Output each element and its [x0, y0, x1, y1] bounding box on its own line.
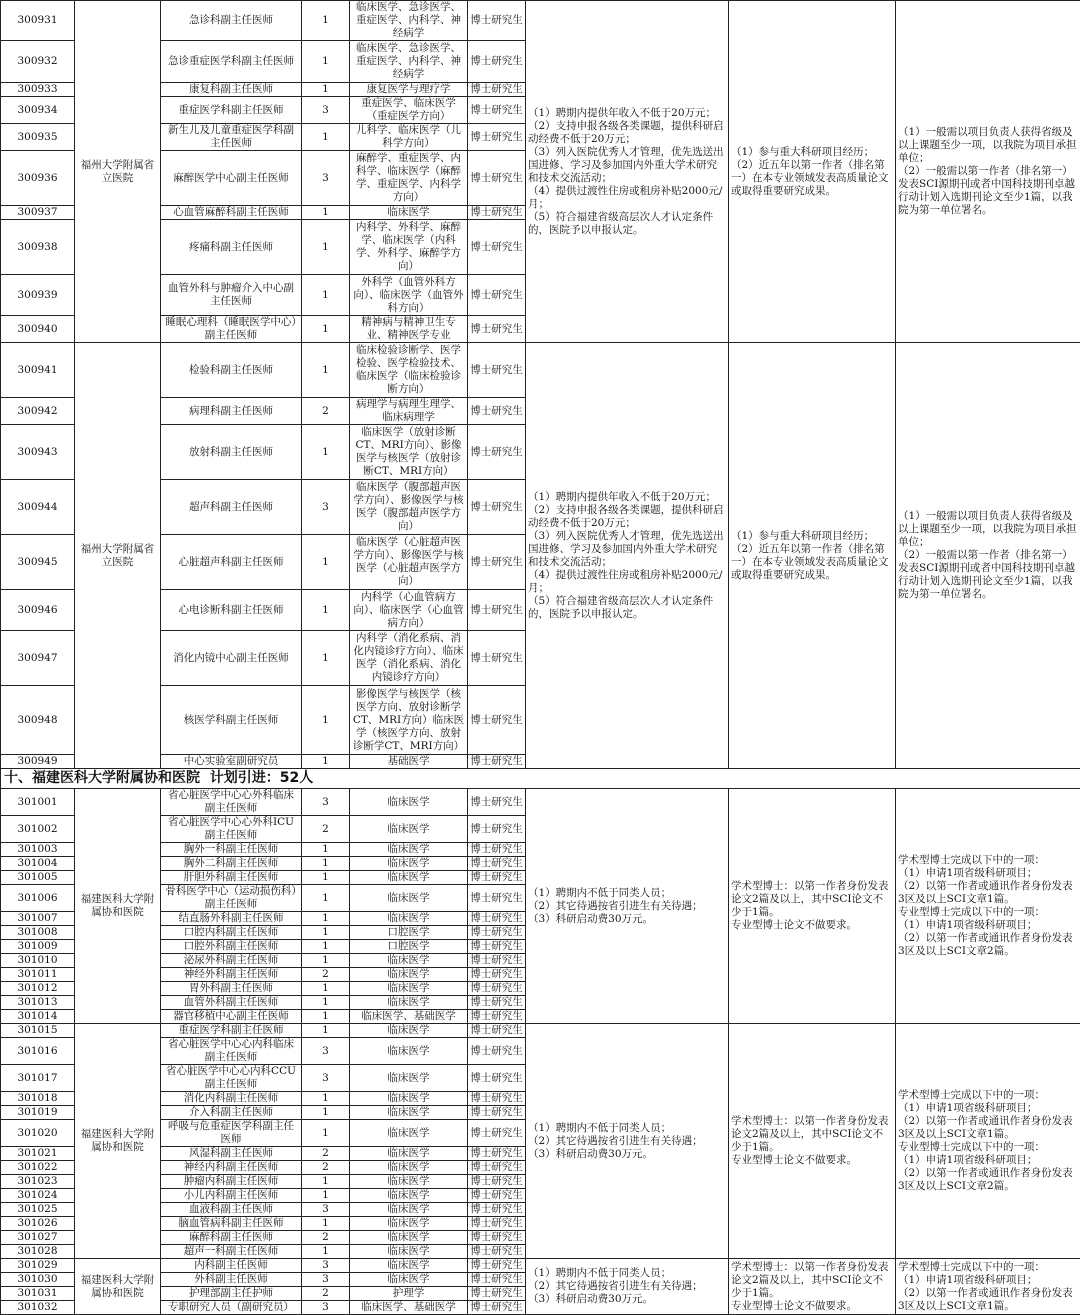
position-code: 300936 — [1, 151, 75, 206]
position-code: 300949 — [1, 755, 75, 769]
degree: 博士研究生 — [468, 1106, 526, 1120]
position-code: 301009 — [1, 940, 75, 954]
degree: 博士研究生 — [468, 1231, 526, 1245]
major: 临床医学 — [350, 1038, 468, 1065]
position-code: 301030 — [1, 1273, 75, 1287]
major: 临床医学 — [350, 1217, 468, 1231]
position-code: 300944 — [1, 480, 75, 535]
headcount: 2 — [302, 1231, 350, 1245]
other-condition-cell: 学术型博士完成以下中的一项： （1）申请1项省级科研项目； （2）以第一作者或通讯作者身份发表3区及以上SCI文章1篇。 专业型博士完成以下中的一项： （1）申请1项省级科研项目； （2）以第一作者或通讯作者身份发表3区及以上SCI文章2篇。 — [896, 1024, 1080, 1259]
major: 临床医学、基础医学 — [350, 1010, 468, 1024]
position-name: 小儿内科副主任医师 — [161, 1189, 302, 1203]
headcount: 3 — [302, 1273, 350, 1287]
major: 临床医学 — [350, 843, 468, 857]
position-name: 疼痛科副主任医师 — [161, 220, 302, 275]
major: 临床医学 — [350, 1106, 468, 1120]
position-name: 脑血管病科副主任医师 — [161, 1217, 302, 1231]
headcount: 1 — [302, 1120, 350, 1147]
position-name: 泌尿外科副主任医师 — [161, 954, 302, 968]
degree: 博士研究生 — [468, 1120, 526, 1147]
position-name: 超声科副主任医师 — [161, 480, 302, 535]
headcount: 1 — [302, 912, 350, 926]
position-code: 300931 — [1, 1, 75, 41]
benefits-cell: （1）聘期内不低于同类人员； （2）其它待遇按省引进生有关待遇； （3）科研启动费30万元。 — [526, 1259, 729, 1315]
position-name: 护理部副主任护师 — [161, 1287, 302, 1301]
degree: 博士研究生 — [468, 480, 526, 535]
degree: 博士研究生 — [468, 755, 526, 769]
major: 口腔医学 — [350, 926, 468, 940]
headcount: 1 — [302, 1, 350, 41]
headcount: 3 — [302, 1259, 350, 1273]
position-name: 肿瘤内科副主任医师 — [161, 1175, 302, 1189]
major: 临床医学 — [350, 871, 468, 885]
headcount: 1 — [302, 1217, 350, 1231]
position-name: 胸外二科副主任医师 — [161, 857, 302, 871]
headcount: 3 — [302, 97, 350, 124]
position-code: 300934 — [1, 97, 75, 124]
headcount: 1 — [302, 206, 350, 220]
headcount: 3 — [302, 1203, 350, 1217]
major: 儿科学、临床医学（儿科学方向） — [350, 124, 468, 151]
position-name: 放射科副主任医师 — [161, 425, 302, 480]
degree: 博士研究生 — [468, 1010, 526, 1024]
position-name: 重症医学科副主任医师 — [161, 1024, 302, 1038]
position-code: 301025 — [1, 1203, 75, 1217]
position-code: 300946 — [1, 590, 75, 631]
major: 临床检验诊断学、医学检验、医学检验技术、临床医学（临床检验诊断方向） — [350, 343, 468, 398]
major: 临床医学（心脏超声医学方向）、影像医学与核医学（心脏超声医学方向） — [350, 535, 468, 590]
headcount: 1 — [302, 1010, 350, 1024]
degree: 博士研究生 — [468, 1245, 526, 1259]
position-name: 血液科副主任医师 — [161, 1203, 302, 1217]
degree: 博士研究生 — [468, 97, 526, 124]
headcount: 1 — [302, 631, 350, 686]
headcount: 1 — [302, 885, 350, 912]
position-code: 300943 — [1, 425, 75, 480]
degree: 博士研究生 — [468, 926, 526, 940]
position-name: 病理科副主任医师 — [161, 398, 302, 425]
degree: 博士研究生 — [468, 843, 526, 857]
degree: 博士研究生 — [468, 220, 526, 275]
degree: 博士研究生 — [468, 1, 526, 41]
major: 临床医学（放射诊断CT、MRI方向）、影像医学与核医学（放射诊断CT、MRI方向） — [350, 425, 468, 480]
headcount: 2 — [302, 968, 350, 982]
major: 临床医学 — [350, 1147, 468, 1161]
major: 临床医学 — [350, 1273, 468, 1287]
major: 临床医学 — [350, 1189, 468, 1203]
position-name: 胃外科副主任医师 — [161, 982, 302, 996]
position-name: 内科副主任医师 — [161, 1259, 302, 1273]
table-row — [1, 1024, 1080, 1038]
position-code: 301016 — [1, 1038, 75, 1065]
degree: 博士研究生 — [468, 1273, 526, 1287]
position-name: 省心脏医学中心心外科ICU副主任医师 — [161, 816, 302, 843]
position-code: 301022 — [1, 1161, 75, 1175]
position-code: 300942 — [1, 398, 75, 425]
headcount: 1 — [302, 686, 350, 755]
hospital-name: 福建医科大学附属协和医院 — [75, 1259, 161, 1315]
major: 临床医学 — [350, 1259, 468, 1273]
degree: 博士研究生 — [468, 41, 526, 83]
position-name: 省心脏医学中心心内科临床副主任医师 — [161, 1038, 302, 1065]
degree: 博士研究生 — [468, 631, 526, 686]
major: 口腔医学 — [350, 940, 468, 954]
requirement-cell: 学术型博士：以第一作者身份发表论文2篇及以上，其中SCI论文不少于1篇。 专业型博士论文不做要求。 — [729, 1024, 896, 1259]
degree: 博士研究生 — [468, 1301, 526, 1315]
position-name: 风湿科副主任医师 — [161, 1147, 302, 1161]
position-name: 肝胆外科副主任医师 — [161, 871, 302, 885]
position-name: 急诊科副主任医师 — [161, 1, 302, 41]
major: 临床医学 — [350, 954, 468, 968]
headcount: 1 — [302, 220, 350, 275]
degree: 博士研究生 — [468, 151, 526, 206]
headcount: 2 — [302, 398, 350, 425]
position-code: 301002 — [1, 816, 75, 843]
major: 麻醉学、重症医学、内科学、临床医学（麻醉学、重症医学、内科学方向） — [350, 151, 468, 206]
degree: 博士研究生 — [468, 1217, 526, 1231]
position-code: 301017 — [1, 1065, 75, 1092]
degree: 博士研究生 — [468, 912, 526, 926]
degree: 博士研究生 — [468, 982, 526, 996]
headcount: 2 — [302, 1287, 350, 1301]
table-row — [1, 343, 1080, 398]
position-name: 心血管麻醉科副主任医师 — [161, 206, 302, 220]
major: 临床医学 — [350, 1120, 468, 1147]
position-code: 301011 — [1, 968, 75, 982]
position-name: 专职研究人员（副研究员） — [161, 1301, 302, 1315]
requirement-cell: 学术型博士：以第一作者身份发表论文2篇及以上，其中SCI论文不少于1篇。 专业型博士论文不做要求。 — [729, 1259, 896, 1315]
major: 外科学（血管外科方向）、临床医学（血管外科方向） — [350, 275, 468, 316]
degree: 博士研究生 — [468, 1038, 526, 1065]
position-name: 骨科医学中心（运动损伤科）副主任医师 — [161, 885, 302, 912]
position-code: 301004 — [1, 857, 75, 871]
degree: 博士研究生 — [468, 871, 526, 885]
major: 临床医学 — [350, 1231, 468, 1245]
headcount: 1 — [302, 343, 350, 398]
position-code: 301012 — [1, 982, 75, 996]
position-code: 301006 — [1, 885, 75, 912]
major: 病理学与病理生理学、临床病理学 — [350, 398, 468, 425]
position-code: 301001 — [1, 789, 75, 816]
major: 临床医学、急诊医学、重症医学、内科学、神经病学 — [350, 1, 468, 41]
degree: 博士研究生 — [468, 816, 526, 843]
other-condition-cell: （1）一般需以项目负责人获得省级及以上课题至少一项，以我院为项目承担单位； （2）一般需以第一作者（排名第一）发表SCI源期刊或者中国科技期刊卓越行动计划入选期刊论文至少1篇，以我院为第一单位署名。 — [896, 343, 1080, 769]
position-code: 300933 — [1, 83, 75, 97]
major: 临床医学 — [350, 968, 468, 982]
position-name: 中心实验室副研究员 — [161, 755, 302, 769]
other-condition-cell: 学术型博士完成以下中的一项： （1）申请1项省级科研项目； （2）以第一作者或通讯作者身份发表3区及以上SCI文章1篇。 专业型博士完成以下中的一项： （1）申请1项省级科研项目； （2）以第一作者或通讯作者身份发表3区及以上SCI文章2篇。 — [896, 789, 1080, 1024]
headcount: 2 — [302, 1147, 350, 1161]
position-code: 301014 — [1, 1010, 75, 1024]
benefits-cell: （1）聘期内不低于同类人员； （2）其它待遇按省引进生有关待遇； （3）科研启动费30万元。 — [526, 1024, 729, 1259]
degree: 博士研究生 — [468, 1175, 526, 1189]
major: 临床医学 — [350, 789, 468, 816]
headcount: 1 — [302, 843, 350, 857]
headcount: 1 — [302, 755, 350, 769]
headcount: 3 — [302, 1065, 350, 1092]
headcount: 1 — [302, 954, 350, 968]
degree: 博士研究生 — [468, 968, 526, 982]
major: 重症医学、临床医学（重症医学方向） — [350, 97, 468, 124]
position-name: 器官移植中心副主任医师 — [161, 1010, 302, 1024]
degree: 博士研究生 — [468, 1147, 526, 1161]
headcount: 1 — [302, 1175, 350, 1189]
position-code: 301032 — [1, 1301, 75, 1315]
degree: 博士研究生 — [468, 83, 526, 97]
headcount: 1 — [302, 316, 350, 343]
degree: 博士研究生 — [468, 1287, 526, 1301]
position-name: 睡眠心理科（睡眠医学中心）副主任医师 — [161, 316, 302, 343]
position-name: 介入科副主任医师 — [161, 1106, 302, 1120]
position-code: 301019 — [1, 1106, 75, 1120]
position-code: 301008 — [1, 926, 75, 940]
other-condition-cell: （1）一般需以项目负责人获得省级及以上课题至少一项，以我院为项目承担单位； （2）一般需以第一作者（排名第一）发表SCI源期刊或者中国科技期刊卓越行动计划入选期刊论文至少1篇，以我院为第一单位署名。 — [896, 1, 1080, 343]
section-heading: 十、福建医科大学附属协和医院 计划引进：52人 — [1, 769, 1080, 789]
position-name: 呼吸与危重症医学科副主任医师 — [161, 1120, 302, 1147]
position-name: 核医学科副主任医师 — [161, 686, 302, 755]
table-row — [1, 1259, 1080, 1273]
position-code: 300940 — [1, 316, 75, 343]
other-condition-cell: 学术型博士完成以下中的一项： （1）申请1项省级科研项目； （2）以第一作者或通讯作者身份发表3区及以上SCI文章1篇。 — [896, 1259, 1080, 1315]
degree: 博士研究生 — [468, 686, 526, 755]
headcount: 1 — [302, 1189, 350, 1203]
major: 临床医学 — [350, 1175, 468, 1189]
position-name: 血管外科副主任医师 — [161, 996, 302, 1010]
requirement-cell: 学术型博士：以第一作者身份发表论文2篇及以上，其中SCI论文不少于1篇。 专业型博士论文不做要求。 — [729, 789, 896, 1024]
degree: 博士研究生 — [468, 1203, 526, 1217]
major: 临床医学 — [350, 1092, 468, 1106]
degree: 博士研究生 — [468, 343, 526, 398]
headcount: 1 — [302, 1106, 350, 1120]
degree: 博士研究生 — [468, 1092, 526, 1106]
position-name: 口腔内科副主任医师 — [161, 926, 302, 940]
headcount: 3 — [302, 1301, 350, 1315]
position-code: 301003 — [1, 843, 75, 857]
position-code: 301027 — [1, 1231, 75, 1245]
position-code: 300935 — [1, 124, 75, 151]
major: 精神病与精神卫生专业、精神医学专业 — [350, 316, 468, 343]
degree: 博士研究生 — [468, 275, 526, 316]
position-code: 301028 — [1, 1245, 75, 1259]
major: 康复医学与理疗学 — [350, 83, 468, 97]
position-code: 300937 — [1, 206, 75, 220]
position-name: 省心脏医学中心心内科CCU副主任医师 — [161, 1065, 302, 1092]
major: 内科学（消化系病、消化内镜诊疗方向）、临床医学（消化系病、消化内镜诊疗方向） — [350, 631, 468, 686]
degree: 博士研究生 — [468, 316, 526, 343]
position-name: 康复科副主任医师 — [161, 83, 302, 97]
headcount: 1 — [302, 275, 350, 316]
degree: 博士研究生 — [468, 996, 526, 1010]
headcount: 1 — [302, 871, 350, 885]
position-name: 口腔外科副主任医师 — [161, 940, 302, 954]
headcount: 3 — [302, 1038, 350, 1065]
degree: 博士研究生 — [468, 206, 526, 220]
position-code: 301018 — [1, 1092, 75, 1106]
position-code: 301021 — [1, 1147, 75, 1161]
headcount: 3 — [302, 151, 350, 206]
headcount: 1 — [302, 1245, 350, 1259]
position-code: 300945 — [1, 535, 75, 590]
degree: 博士研究生 — [468, 885, 526, 912]
major: 临床医学 — [350, 885, 468, 912]
degree: 博士研究生 — [468, 425, 526, 480]
requirement-cell: （1）参与重大科研项目经历； （2）近五年以第一作者（排名第一）在本专业领域发表高质量论文或取得重要研究成果。 — [729, 343, 896, 769]
position-name: 心脏超声科副主任医师 — [161, 535, 302, 590]
major: 临床医学 — [350, 982, 468, 996]
position-code: 300947 — [1, 631, 75, 686]
headcount: 1 — [302, 124, 350, 151]
major: 临床医学 — [350, 996, 468, 1010]
major: 临床医学 — [350, 206, 468, 220]
major: 内科学、外科学、麻醉学、临床医学（内科学、外科学、麻醉学方向） — [350, 220, 468, 275]
position-code: 301023 — [1, 1175, 75, 1189]
headcount: 1 — [302, 83, 350, 97]
major: 临床医学（腹部超声医学方向）、影像医学与核医学（腹部超声医学方向） — [350, 480, 468, 535]
hospital-name: 福州大学附属省立医院 — [75, 343, 161, 769]
major: 临床医学 — [350, 1245, 468, 1259]
headcount: 1 — [302, 1024, 350, 1038]
major: 临床医学 — [350, 1203, 468, 1217]
position-name: 麻醉科副主任医师 — [161, 1231, 302, 1245]
headcount: 1 — [302, 857, 350, 871]
major: 基础医学 — [350, 755, 468, 769]
degree: 博士研究生 — [468, 124, 526, 151]
position-code: 300938 — [1, 220, 75, 275]
major: 护理学 — [350, 1287, 468, 1301]
position-name: 超声一科副主任医师 — [161, 1245, 302, 1259]
degree: 博士研究生 — [468, 398, 526, 425]
position-code: 301024 — [1, 1189, 75, 1203]
degree: 博士研究生 — [468, 789, 526, 816]
headcount: 1 — [302, 940, 350, 954]
position-name: 检验科副主任医师 — [161, 343, 302, 398]
benefits-cell: （1）聘期内提供年收入不低于20万元； （2）支持申报各级各类课题，提供科研启动经费不低于20万元； （3）列入医院优秀人才管理，优先选送出国进修、学习及参加国内外重大学术研究和技术交流活动； （4）提供过渡性住房或租房补贴2000元/月； （5）符合福建省级高层次人才认定条件的，医院予以申报认定。 — [526, 1, 729, 343]
position-code: 301015 — [1, 1024, 75, 1038]
degree: 博士研究生 — [468, 590, 526, 631]
position-code: 301013 — [1, 996, 75, 1010]
headcount: 1 — [302, 926, 350, 940]
headcount: 2 — [302, 816, 350, 843]
headcount: 3 — [302, 789, 350, 816]
headcount: 1 — [302, 1092, 350, 1106]
position-name: 消化内科副主任医师 — [161, 1092, 302, 1106]
major: 临床医学 — [350, 857, 468, 871]
position-name: 神经内科副主任医师 — [161, 1161, 302, 1175]
major: 临床医学、基础医学 — [350, 1301, 468, 1315]
headcount: 1 — [302, 535, 350, 590]
major: 内科学（心血管病方向）、临床医学（心血管病方向） — [350, 590, 468, 631]
benefits-cell: （1）聘期内提供年收入不低于20万元； （2）支持申报各级各类课题，提供科研启动经费不低于20万元； （3）列入医院优秀人才管理，优先选送出国进修、学习及参加国内外重大学术研究和技术交流活动； （4）提供过渡性住房或租房补贴2000元/月； （5）符合福建省级高层次人才认定条件的，医院予以申报认定。 — [526, 343, 729, 769]
degree: 博士研究生 — [468, 1065, 526, 1092]
table-row — [1, 1, 1080, 41]
requirement-cell: （1）参与重大科研项目经历； （2）近五年以第一作者（排名第一）在本专业领域发表高质量论文或取得重要研究成果。 — [729, 1, 896, 343]
position-code: 301007 — [1, 912, 75, 926]
position-name: 神经外科副主任医师 — [161, 968, 302, 982]
position-name: 麻醉医学中心副主任医师 — [161, 151, 302, 206]
position-name: 重症医学科副主任医师 — [161, 97, 302, 124]
degree: 博士研究生 — [468, 535, 526, 590]
hospital-name: 福建医科大学附属协和医院 — [75, 1024, 161, 1259]
position-code: 301026 — [1, 1217, 75, 1231]
major: 临床医学 — [350, 912, 468, 926]
position-code: 301031 — [1, 1287, 75, 1301]
degree: 博士研究生 — [468, 1024, 526, 1038]
position-name: 消化内镜中心副主任医师 — [161, 631, 302, 686]
headcount: 3 — [302, 480, 350, 535]
position-code: 301029 — [1, 1259, 75, 1273]
major: 临床医学、急诊医学、重症医学、内科学、神经病学 — [350, 41, 468, 83]
degree: 博士研究生 — [468, 954, 526, 968]
major: 影像医学与核医学（核医学方向、放射诊断学CT、MRI方向）临床医学（核医学方向、放射诊断学CT、MRI方向） — [350, 686, 468, 755]
degree: 博士研究生 — [468, 857, 526, 871]
position-name: 新生儿及儿童重症医学科副主任医师 — [161, 124, 302, 151]
hospital-name: 福建医科大学附属协和医院 — [75, 789, 161, 1024]
section-heading-row — [1, 769, 1080, 789]
position-code: 300948 — [1, 686, 75, 755]
major: 临床医学 — [350, 1065, 468, 1092]
headcount: 1 — [302, 996, 350, 1010]
headcount: 1 — [302, 41, 350, 83]
headcount: 1 — [302, 425, 350, 480]
major: 临床医学 — [350, 816, 468, 843]
degree: 博士研究生 — [468, 940, 526, 954]
position-code: 301020 — [1, 1120, 75, 1147]
position-name: 省心脏医学中心心外科临床副主任医师 — [161, 789, 302, 816]
position-name: 外科副主任医师 — [161, 1273, 302, 1287]
position-code: 300939 — [1, 275, 75, 316]
position-code: 301010 — [1, 954, 75, 968]
headcount: 1 — [302, 590, 350, 631]
position-name: 血管外科与肿瘤介入中心副主任医师 — [161, 275, 302, 316]
major: 临床医学 — [350, 1024, 468, 1038]
position-code: 300932 — [1, 41, 75, 83]
position-name: 急诊重症医学科副主任医师 — [161, 41, 302, 83]
hospital-name: 福州大学附属省立医院 — [75, 1, 161, 343]
degree: 博士研究生 — [468, 1189, 526, 1203]
position-name: 胸外一科副主任医师 — [161, 843, 302, 857]
benefits-cell: （1）聘期内不低于同类人员； （2）其它待遇按省引进生有关待遇； （3）科研启动费30万元。 — [526, 789, 729, 1024]
major: 临床医学 — [350, 1161, 468, 1175]
position-name: 心电诊断科副主任医师 — [161, 590, 302, 631]
position-code: 300941 — [1, 343, 75, 398]
headcount: 1 — [302, 982, 350, 996]
headcount: 2 — [302, 1161, 350, 1175]
table-row — [1, 789, 1080, 816]
position-code: 301005 — [1, 871, 75, 885]
position-name: 结直肠外科副主任医师 — [161, 912, 302, 926]
degree: 博士研究生 — [468, 1161, 526, 1175]
degree: 博士研究生 — [468, 1259, 526, 1273]
